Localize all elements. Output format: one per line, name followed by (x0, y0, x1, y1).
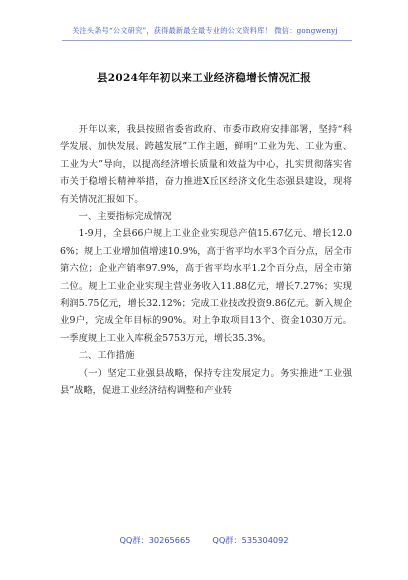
header-divider (62, 40, 352, 41)
document-body (60, 121, 352, 400)
footer-qq-groups (0, 535, 408, 546)
section-heading-measures: 二、工作措施 (78, 350, 135, 362)
footer-qq-group-1: QQ群：30265665 (119, 535, 191, 545)
intro-paragraph: 开年以来，我县按照省委省政府、市委市政府安排部署，坚持“科学发展、加快发展、跨越发展”工作主题，鲜明“工业为先、工业为重、工业为大”导向，以提高经济增长质量和效益为中心，扎实贯彻落实省市关于稳增长精神举措，奋力推进X丘区经济文化生态强县建设，现将有关情况汇报如下。 (60, 124, 352, 205)
indicators-paragraph: 1-9月，全县66户规上工业企业实现总产值15.67亿元、增长12.06%；规上工业增加值增速10.9%，高于省平均水平3个百分点，居全市第六位；企业产销率97.9%，高于省平均水平1.2个百分点，居全市第二位。规上工业企业实现主营业务收入11.88亿元，增长7.27%；实现利润5.75亿元，增长32.12%；完成工业技改投资9.86亿元。新入规企业9户，完成全年目标的90%。对上争取项目13个、资金1030万元。一季度规上工业入库税金5753万元，增长35.3%。 (60, 228, 352, 344)
footer-qq-group-2: QQ群：535304092 (212, 535, 289, 545)
header-promo-text: 关注头条号“公文研究”，获得最新最全最专业的公文资料库！ 微信：gongwenyj (72, 26, 338, 35)
measures-paragraph: （一）坚定工业强县战略，保持专注发展定力。务实推进“工业强县”战略，促进工业经济结构调整和产业转 (60, 367, 352, 397)
document-title: 县2024年年初以来工业经济稳增长情况汇报 (96, 72, 312, 84)
section-heading-indicators: 一、主要指标完成情况 (78, 211, 172, 223)
